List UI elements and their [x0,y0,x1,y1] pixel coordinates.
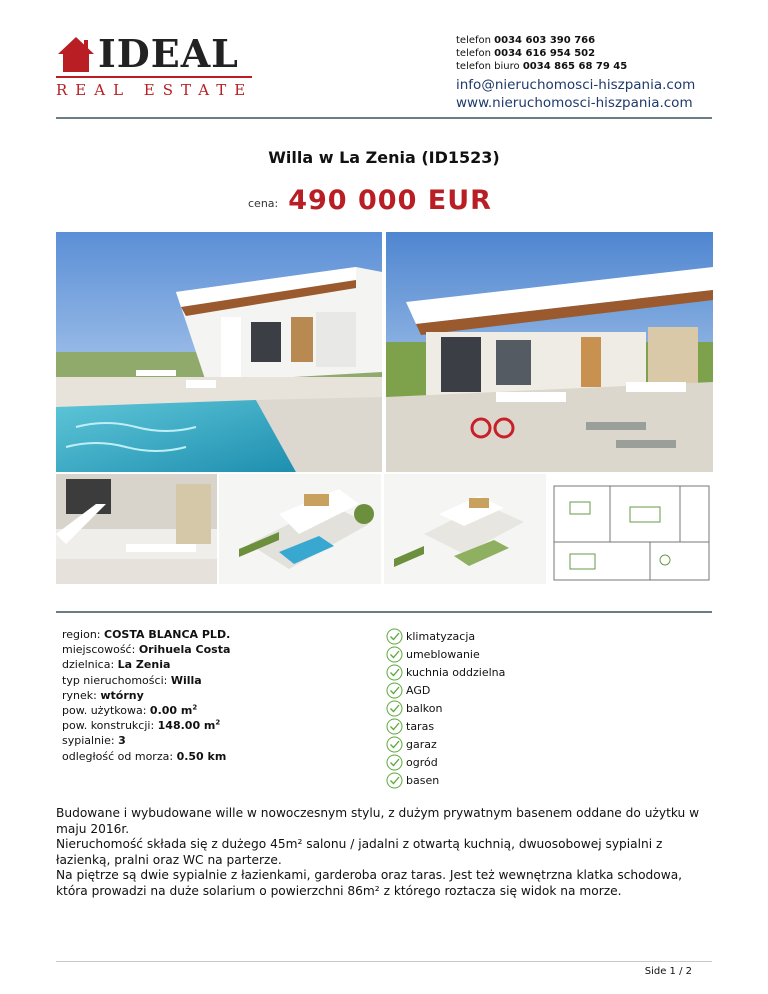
website-link[interactable]: www.nieruchomosci-hiszpania.com [456,95,693,111]
company-logo [56,31,256,104]
check-icon [386,646,403,663]
phone-label: telefon biuro [456,61,520,72]
feature-item [386,771,505,789]
feature-item [386,645,505,663]
check-icon [386,772,403,789]
feature-label: basen [406,773,440,787]
property-specs [62,627,230,764]
spec-value: 0.00 m [149,704,193,718]
description-paragraph: Na piętrze są dwie sypialnie z łazienkami, garderoba oraz taras. Jest też wewnętrzna klatka schodowa, która prowadzi na duże solarium o powierzchni 86m² z którego roztacza się widok na morze. [56,868,683,898]
spec-value: Orihuela Costa [138,643,231,657]
contact-block [456,34,695,112]
feature-label: balkon [406,701,443,715]
listing-title: Willa w La Zenia (ID1523) [268,148,500,167]
thumbnail-aerial-pool [219,474,381,584]
main-photo-terrace [386,232,713,472]
spec-value: COSTA BLANCA PLD. [104,628,231,641]
thumbnail-floor-plan [550,482,713,584]
phone-label: telefon [456,48,491,59]
spec-value: Willa [170,673,202,687]
logo-divider [56,76,252,78]
feature-item [386,735,505,753]
logo-wordmark: IDEAL [98,31,239,76]
feature-item [386,699,505,717]
description-paragraph: Budowane i wybudowane wille w nowoczesnym stylu, z dużym prywatnym basenem oddane do użytku w maju 2016r. [56,806,700,836]
section-divider [56,611,712,613]
check-icon [386,736,403,753]
feature-item [386,663,505,681]
price-label: cena: [248,197,279,210]
spec-value: 3 [118,734,126,748]
spec-label: rynek: [62,688,97,702]
spec-label: dzielnica: [62,658,115,672]
spec-label: pow. konstrukcji: [62,719,155,733]
thumbnail-interior [56,474,217,584]
header-divider [56,117,712,119]
check-icon [386,700,403,717]
phone-line-2 [456,47,695,60]
spec-built-area [62,718,230,733]
feature-item [386,753,505,771]
phone-number: 0034 603 390 766 [494,35,596,46]
check-icon [386,628,403,645]
property-description [56,806,716,899]
spec-type [62,673,230,688]
feature-label: kuchnia oddzielna [406,665,506,679]
feature-item [386,717,505,735]
thumbnail-aerial-villa [384,474,546,584]
phone-number: 0034 865 68 79 45 [522,61,628,72]
check-icon [386,718,403,735]
house-icon [56,34,96,74]
spec-label: odległość od morza: [62,749,174,763]
check-icon [386,682,403,699]
feature-label: ogród [406,755,438,769]
phone-label: telefon [456,35,491,46]
spec-market [62,688,230,703]
spec-region [62,627,230,642]
check-icon [386,754,403,771]
main-photo-pool [56,232,382,472]
footer-divider [56,961,712,962]
phone-number: 0034 616 954 502 [494,48,596,59]
spec-value: La Zenia [117,658,171,672]
spec-district [62,657,230,672]
feature-label: garaz [406,737,437,751]
spec-bedrooms [62,733,230,748]
superscript: 2 [192,703,198,712]
spec-value: wtórny [100,688,144,702]
spec-city [62,642,230,657]
feature-list [386,627,505,789]
spec-usable-area [62,703,230,718]
price-value: 490 000 EUR [288,185,492,216]
feature-label: taras [406,719,435,733]
spec-value: 148.00 m [157,719,216,733]
feature-label: AGD [406,683,431,697]
spec-value: 0.50 km [176,749,227,763]
spec-sea-distance [62,749,230,764]
feature-item [386,627,505,645]
phone-line-1 [456,34,695,47]
email-link[interactable]: info@nieruchomosci-hiszpania.com [456,77,696,93]
spec-label: typ nieruchomości: [62,673,168,687]
description-paragraph: Nieruchomość składa się z dużego 45m² salonu / jadalni z otwartą kuchnią, dwuosobowej sypialni z łazienką, pralni oraz WC na parterze. [56,837,663,867]
logo-subtitle: REAL ESTATE [56,81,254,99]
spec-label: sypialnie: [62,734,115,748]
feature-item [386,681,505,699]
page-number: Side 1 / 2 [644,966,692,977]
superscript: 2 [215,718,221,727]
price-row [248,185,492,216]
phone-line-3 [456,60,695,73]
check-icon [386,664,403,681]
spec-label: miejscowość: [62,643,136,657]
spec-label: pow. użytkowa: [62,704,147,718]
feature-label: umeblowanie [406,647,480,661]
feature-label: klimatyzacja [406,629,476,643]
spec-label: region: [62,628,101,641]
